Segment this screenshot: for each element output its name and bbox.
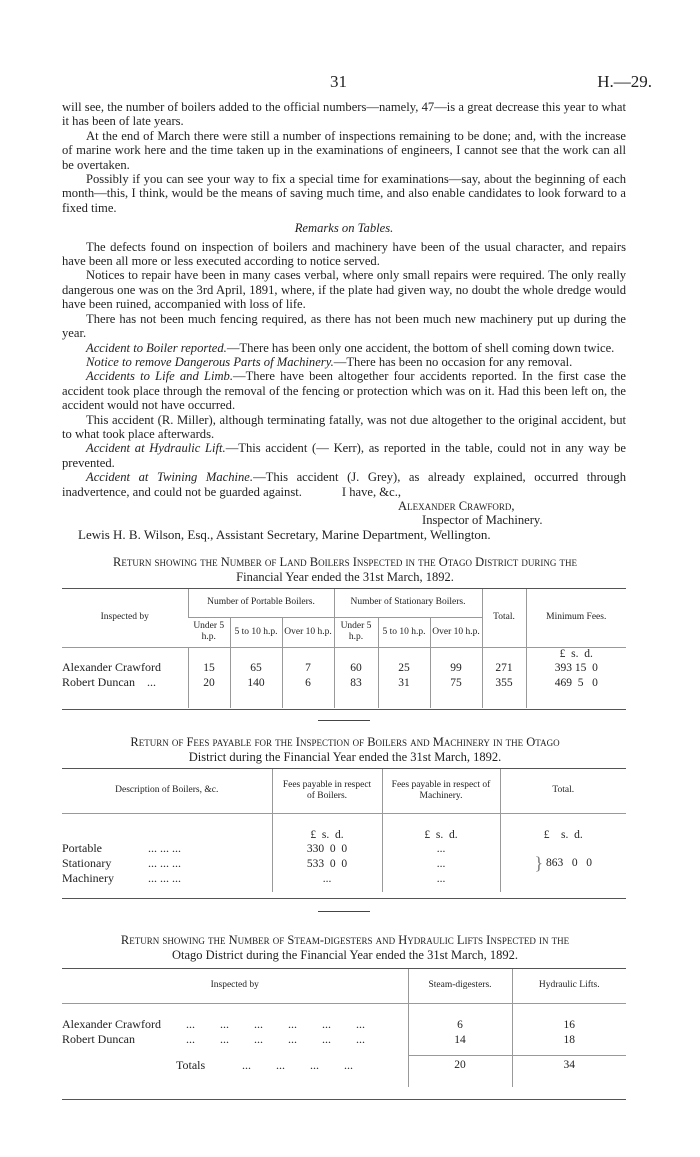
paragraph: At the end of March there were still a number of inspections remaining to be done; and, with the increase of marine work here and the time taken up in the examinations of engineers, I cannot see that the work can all be overtaken. — [62, 128, 626, 172]
accident-boiler-title: Accident to Boiler reported. — [86, 340, 227, 355]
cell-digesters: 14 — [408, 1032, 512, 1047]
row-name-text: Alexander Crawford — [62, 660, 161, 674]
cell: 6 — [282, 675, 334, 690]
table1-title-line1: Return showing the Number of Land Boilers Inspected in the Otago District during the — [113, 555, 577, 569]
paragraph: The defects found on inspection of boilers and machinery have been of the usual character, and repairs have been all more or less executed according to notice served. — [62, 239, 626, 269]
paragraph-text: —This accident (— Kerr), as reported in the table, could not in any way be prevented. — [62, 441, 626, 470]
row-dots: ... ... ... — [148, 856, 181, 870]
row-dots: ... ... ... ... — [242, 1057, 353, 1072]
page-reference: H.—29. — [597, 72, 652, 91]
fee-shillings: 15 — [574, 661, 587, 674]
table1-sub-header: Over 10 h.p. — [282, 617, 334, 647]
cell-lifts: 18 — [512, 1032, 626, 1047]
currency-shilling: s. — [435, 829, 444, 841]
table-row — [62, 660, 626, 675]
totals-row — [62, 1055, 626, 1075]
paragraph — [62, 355, 626, 369]
paragraph: will see, the number of boilers added to the official numbers—namely, 47—is a great decrease this year to what it has been of late years. — [62, 100, 626, 129]
fee-pence: 0 — [592, 676, 598, 689]
table3-col-inspected: Inspected by — [62, 969, 408, 1003]
paragraph — [62, 470, 626, 499]
cell: 65 — [230, 660, 282, 675]
row-name — [62, 1032, 408, 1047]
cell-boilers — [272, 841, 382, 856]
table2-title-line2: District during the Financial Year ended the 31st March, 1892. — [188, 750, 502, 764]
separator — [318, 720, 370, 721]
total-pence: 0 — [586, 857, 592, 870]
table-row — [62, 1032, 626, 1047]
total-shillings: 0 — [571, 857, 578, 870]
paragraph: Notices to repair have been in many cases verbal, where only small repairs were required. The only really dangerous one was on the 3rd April, 1891, where, if the plate had given way, no doubt the whole dredge would have been ruined, accompanied with loss of life. — [62, 268, 626, 312]
fee-pounds: 330 — [306, 842, 325, 855]
signature-title: Inspector of Machinery. — [422, 513, 543, 528]
totals-label: Totals — [176, 1057, 206, 1072]
cell-total-digesters: 20 — [408, 1055, 512, 1075]
currency-header — [272, 813, 382, 841]
cell-digesters: 6 — [408, 1017, 512, 1032]
cell: 140 — [230, 675, 282, 690]
fee-shillings: 5 — [577, 676, 584, 689]
cell-total — [500, 841, 626, 886]
table1-group-portable: Number of Portable Boilers. — [188, 589, 334, 617]
cell: 99 — [430, 660, 482, 675]
total-pounds: 863 — [546, 857, 564, 870]
row-dots: ... ... ... — [148, 841, 181, 855]
signature-name-text: Alexander Crawford, — [398, 498, 515, 513]
paragraph-text: —There has been no occasion for any removal. — [333, 354, 573, 369]
row-name-text: Machinery — [62, 871, 114, 885]
rule — [62, 709, 626, 710]
table3-title-line2: Otago District during the Financial Year ended the 31st March, 1892. — [171, 948, 519, 962]
fee-pounds: 533 — [306, 857, 325, 870]
closing: I have, &c., — [341, 484, 401, 499]
table3-title — [62, 933, 628, 963]
cell-lifts: 16 — [512, 1017, 626, 1032]
rule — [62, 898, 626, 899]
row-name — [62, 660, 188, 675]
currency-shilling: s. — [571, 647, 579, 660]
separator — [318, 911, 370, 912]
cell: 25 — [378, 660, 430, 675]
fee-pounds: 393 — [554, 661, 572, 674]
rule — [62, 1099, 626, 1100]
paragraph — [62, 441, 626, 470]
row-name-text: Robert Duncan — [62, 675, 135, 689]
letter-body — [62, 100, 626, 542]
remarks-heading: Remarks on Tables. — [294, 221, 394, 236]
currency-pound: £ — [543, 829, 550, 841]
totals-label-cell — [62, 1055, 408, 1075]
fee-pence: 0 — [592, 661, 598, 674]
row-name-text: Robert Duncan — [62, 1032, 135, 1046]
table-row — [62, 1017, 626, 1032]
row-name-text: Alexander Crawford — [62, 1017, 161, 1031]
currency-pence: d. — [584, 647, 593, 660]
table2-col-boilers: Fees payable in respect of Boilers. — [272, 769, 382, 813]
paragraph — [62, 341, 626, 355]
currency-pound: £ — [559, 647, 566, 660]
row-dots: ... — [146, 675, 156, 689]
cell-machinery: ... — [382, 856, 500, 871]
table3 — [62, 969, 626, 1087]
cell-machinery: ... — [382, 841, 500, 856]
fee-shillings: 0 — [329, 842, 336, 855]
paragraph-text: —This accident (J. Grey), as already explained, occurred through inadvertence, and could not be guarded against. — [62, 470, 626, 499]
currency-pound: £ — [424, 829, 431, 841]
row-dots: ... ... ... ... ... ... — [186, 1032, 365, 1046]
row-name-text: Portable — [62, 841, 102, 855]
cell: 60 — [334, 660, 378, 675]
addressee: Lewis H. B. Wilson, Esq., Assistant Secretary, Marine Department, Wellington. — [78, 526, 491, 542]
paragraph: This accident (R. Miller), although terminating fatally, was not due altogether to the original accident, but to what took place afterwards. — [62, 412, 626, 441]
paragraph-text: —There have been altogether four accidents reported. In the first case the accident took place through the removal of the fencing or protection which was on it. Had this been left on, the accident would not have occurred. — [62, 369, 626, 413]
cell-boilers: ... — [272, 871, 382, 886]
currency-shilling: s. — [561, 829, 569, 841]
table2 — [62, 769, 626, 892]
table1-sub-header: Over 10 h.p. — [430, 617, 482, 647]
currency-header — [526, 647, 626, 660]
row-dots: ... ... ... ... ... ... — [186, 1017, 365, 1031]
row-name-text: Stationary — [62, 856, 112, 870]
twining-title: Accident at Twining Machine. — [86, 470, 254, 485]
currency-pound: £ — [310, 829, 317, 841]
cell-machinery: ... — [382, 871, 500, 886]
currency-header — [500, 813, 626, 841]
table-row — [62, 675, 626, 690]
cell-total-lifts: 34 — [512, 1055, 626, 1075]
signature-name — [62, 499, 626, 513]
notice-title: Notice to remove Dangerous Parts of Machinery. — [86, 354, 334, 369]
table1-title-line2: Financial Year ended the 31st March, 1892. — [236, 570, 454, 584]
cell: 15 — [188, 660, 230, 675]
table2-title-line1: Return of Fees payable for the Inspection of Boilers and Machinery in the Otago — [130, 735, 560, 749]
currency-pence: d. — [448, 829, 458, 841]
fee-pence: 0 — [341, 857, 348, 870]
table2-col-description: Description of Boilers, &c. — [62, 769, 272, 813]
paragraph — [62, 369, 626, 412]
table1-sub-header: Under 5 h.p. — [188, 617, 230, 647]
cell-total: 355 — [482, 675, 526, 690]
page-header — [0, 72, 700, 96]
table1-group-stationary: Number of Stationary Boilers. — [334, 589, 482, 617]
currency-pence: d. — [334, 829, 344, 841]
table1-sub-header: 5 to 10 h.p. — [230, 617, 282, 647]
table3-col-lifts: Hydraulic Lifts. — [512, 969, 626, 1003]
row-name — [62, 1017, 408, 1032]
cell: 31 — [378, 675, 430, 690]
paragraph: There has not been much fencing required, as there has not been much new machinery put up during the year. — [62, 311, 626, 341]
table1-sub-header: Under 5 h.p. — [334, 617, 378, 647]
cell: 83 — [334, 675, 378, 690]
row-name — [62, 841, 272, 856]
fee-pence: 0 — [341, 842, 348, 855]
cell: 20 — [188, 675, 230, 690]
fee-pounds: 469 — [554, 676, 572, 689]
paragraph: Possibly if you can see your way to fix a special time for examinations—say, about the beginning of each month—this, I think, would be the means of saving much time, and also enable candidates to look forward to a fixed time. — [62, 172, 626, 215]
fee-shillings: 0 — [329, 857, 336, 870]
currency-header — [382, 813, 500, 841]
table2-title — [62, 735, 628, 765]
paragraph-text: —There has been only one accident, the bottom of shell coming down twice. — [226, 340, 615, 355]
table1-col-total: Total. — [482, 589, 526, 647]
cell-boilers — [272, 856, 382, 871]
hydraulic-title: Accident at Hydraulic Lift. — [86, 441, 226, 456]
cell-fees — [526, 675, 626, 690]
table1 — [62, 589, 626, 708]
row-name — [62, 675, 188, 690]
table1-sub-header: 5 to 10 h.p. — [378, 617, 430, 647]
life-title: Accidents to Life and Limb. — [86, 369, 233, 384]
table2-col-machinery: Fees payable in respect of Machinery. — [382, 769, 500, 813]
table1-title — [62, 555, 628, 585]
table1-col-inspected: Inspected by — [62, 589, 188, 647]
currency-pence: d. — [574, 829, 583, 841]
row-name — [62, 871, 272, 886]
table3-col-digesters: Steam-digesters. — [408, 969, 512, 1003]
row-dots: ... ... ... — [148, 871, 181, 885]
page-number: 31 — [330, 72, 347, 91]
table-row — [62, 841, 626, 856]
table1-col-fees: Minimum Fees. — [526, 589, 626, 647]
row-name — [62, 856, 272, 871]
table3-title-line1: Return showing the Number of Steam-digesters and Hydraulic Lifts Inspected in the — [120, 933, 570, 947]
currency-shilling: s. — [321, 829, 330, 841]
cell-total: 271 — [482, 660, 526, 675]
cell: 75 — [430, 675, 482, 690]
cell-fees — [526, 660, 626, 675]
brace-icon: } — [534, 853, 544, 873]
table2-col-total: Total. — [500, 769, 626, 813]
cell: 7 — [282, 660, 334, 675]
